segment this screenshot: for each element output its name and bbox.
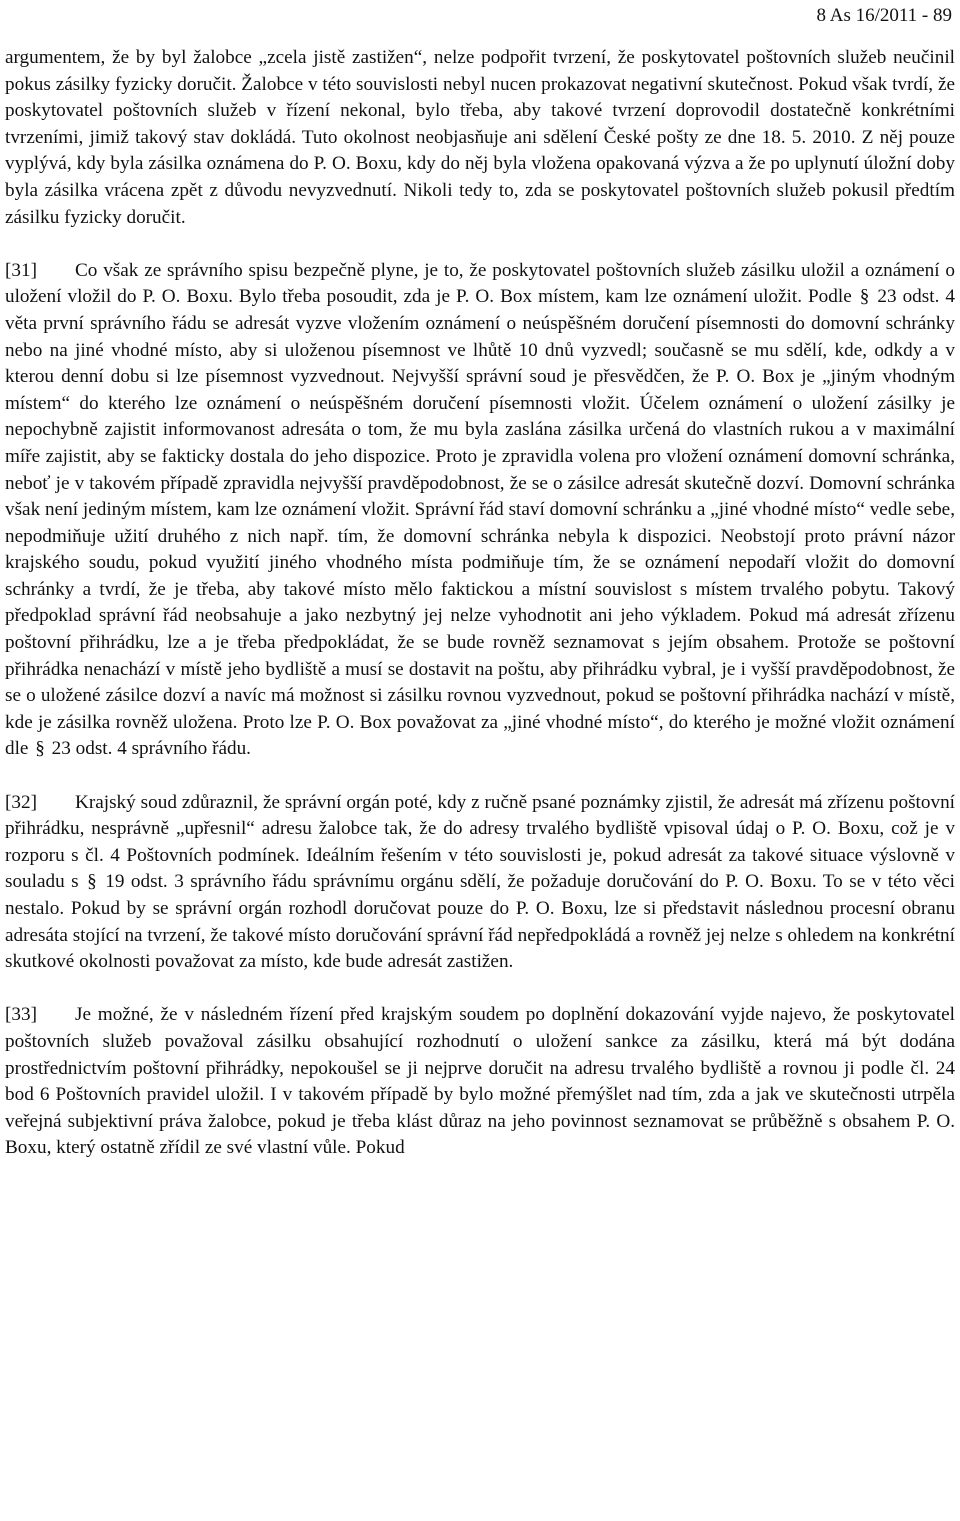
section-sign: § (35, 738, 45, 760)
paragraph-continuation (5, 45, 955, 231)
paragraph-text-part-b: 23 odst. 4 věta první správního řádu se adresát vyzve vložením oznámení o neúspěšném doručení písemnosti do domovní schránky nebo na jiné vhodné místo, aby si uloženou písemnost ve lhůtě 10 dnů vyzvedl; současně se mu sdělí, kde, odkdy a v kterou denní dobu si lze písemnost vyzvednout. Nejvyšší správní soud je přesvědčen, že P. O. Box je „jiným vhodným místem“ do kterého lze oznámení o neúspěšném doručení písemnosti vložit. Účelem oznámení o uložení zásilky je nepochybně zajistit informovanost adresáta o tom, že mu byla zaslána zásilka určená do vlastních rukou a v maximální míře zajistit, aby se fakticky dostala do jeho dispozice. Proto je zpravidla volena pro vložení oznámení domovní schránka, neboť je v takovém případě zpravidla nejvyšší pravděpodobnost, že se o zásilce adresát skutečně dozví. Domovní schránka však není jediným místem, kam lze oznámení vložit. Správní řád staví domovní schránku a „jiné vhodné místo“ vedle sebe, nepodmiňuje užití druhého z nich např. tím, že domovní schránka nebyla k dispozici. Neobstojí proto právní názor krajského soudu, pokud využití jiného vhodného místa podmiňuje tím, že se oznámení nepodaří vložit do domovní schránky a tvrdí, že je třeba, aby takové místo mělo faktickou a místní souvislost s místem trvalého pobytu. Takový předpoklad správní řád neobsahuje a jako nezbytný jej nelze vyhodnotit ani jeho výkladem. Pokud má adresát zřízenu poštovní přihrádku, lze a je třeba předpokládat, že se bude rovněž seznamovat s jejím obsahem. Protože se poštovní přihrádka nenachází v místě jeho bydliště a musí se dostavit na poštu, aby přihrádku vybral, je i vyšší pravděpodobnost, že se o uložené zásilce dozví a navíc má možnost si zásilku rovnou vyzvednout, pokud se poštovní přihrádka nachází v místě, kde je zásilka rovněž uložena. Proto lze P. O. Box považovat za „jiné vhodné místo“, do kterého je možné vložit oznámení dle (5, 286, 955, 760)
paragraph-text: argumentem, že by byl žalobce „zcela jistě zastižen“, nelze podpořit tvrzení, že poskytovatel poštovních služeb neučinil pokus zásilky fyzicky doručit. Žalobce v této souvislosti nebyl nucen prokazovat negativní skutečnost. Pokud však tvrdí, že poskytovatel poštovních služeb v řízení nekonal, bylo třeba, aby takové tvrzení doprovodil dostatečně konkrétními tvrzeními, jimiž takový stav dokládá. Tuto okolnost neobjasňuje ani sdělení České pošty ze dne 18. 5. 2010. Z něj pouze vyplývá, kdy byla zásilka oznámena do P. O. Boxu, kdy do něj byla vložena opakovaná výzva a že po uplynutí úložní doby byla zásilka vrácena zpět z důvodu nevyzvednutí. Nikoli tedy to, zda se poskytovatel poštovních služeb pokusil předtím zásilku fyzicky doručit. (5, 47, 955, 228)
paragraph-text-part-c: 23 odst. 4 správního řádu. (51, 738, 251, 760)
paragraph-text-part-a: Co však ze správního spisu bezpečně plyne, je to, že poskytovatel poštovních služeb zásilku uložil a oznámení o uložení vložil do P. O. Boxu. Bylo třeba posoudit, zda je P. O. Box místem, kam lze oznámení uložit. Podle (5, 259, 955, 308)
paragraph-text-part-a: Krajský soud zdůraznil, že správní orgán poté, kdy z ručně psané poznámky zjistil, že adresát má zřízenu poštovní přihrádku, nesprávně „upřesnil“ adresu žalobce tak, že do adresy trvalého bydliště vpisoval údaj o P. O. Boxu, což je v rozporu s čl. 4 Poštovních podmínek. Ideálním řešením v této souvislosti je, pokud adresát za takové situace výslovně v souladu s (5, 791, 955, 893)
page-header (5, 0, 955, 45)
case-reference: 8 As 16/2011 - 89 (816, 5, 952, 26)
paragraph-text: Je možné, že v následném řízení před krajským soudem po doplnění dokazování vyjde najevo, že poskytovatel poštovních služeb považoval zásilku obsahující rozhodnutí o uložení sankce za zásilku, která má být dodána prostřednictvím poštovní přihrádky, nepokoušel se ji nejprve doručit na adresu trvalého bydliště a rovnou ji podle čl. 24 bod 6 Poštovních pravidel uložil. I v takovém případě by bylo možné přemýšlet nad tím, zda a jak ve skutečnosti utrpěla veřejná subjektivní práva žalobce, pokud je třeba klást důraz na jeho povinnost seznamovat se průběžně s obsahem P. O. Boxu, který ostatně zřídil ze své vlastní vůle. Pokud (5, 1004, 955, 1159)
paragraph-number: [33] (5, 1004, 37, 1026)
paragraph-number: [32] (5, 791, 37, 813)
document-body (5, 45, 955, 1162)
paragraph-text-part-b: 19 odst. 3 správního řádu správnímu orgánu sdělí, že požaduje doručování do P. O. Boxu. To se v této věci nestalo. Pokud by se správní orgán rozhodl doručovat pouze do P. O. Boxu, lze si představit následnou procesní obranu adresáta stojící na tvrzení, že takové místo doručování správní řád nepředpokládá a rovněž jej nelze s ohledem na konkrétní skutkové okolnosti považovat za místo, kde bude adresát zastižen. (5, 871, 956, 973)
paragraph-31 (5, 258, 955, 763)
paragraph-32 (5, 790, 955, 976)
section-sign: § (859, 286, 870, 308)
paragraph-number: [31] (5, 259, 37, 281)
paragraph-33 (5, 1002, 955, 1162)
section-sign: § (87, 871, 97, 893)
